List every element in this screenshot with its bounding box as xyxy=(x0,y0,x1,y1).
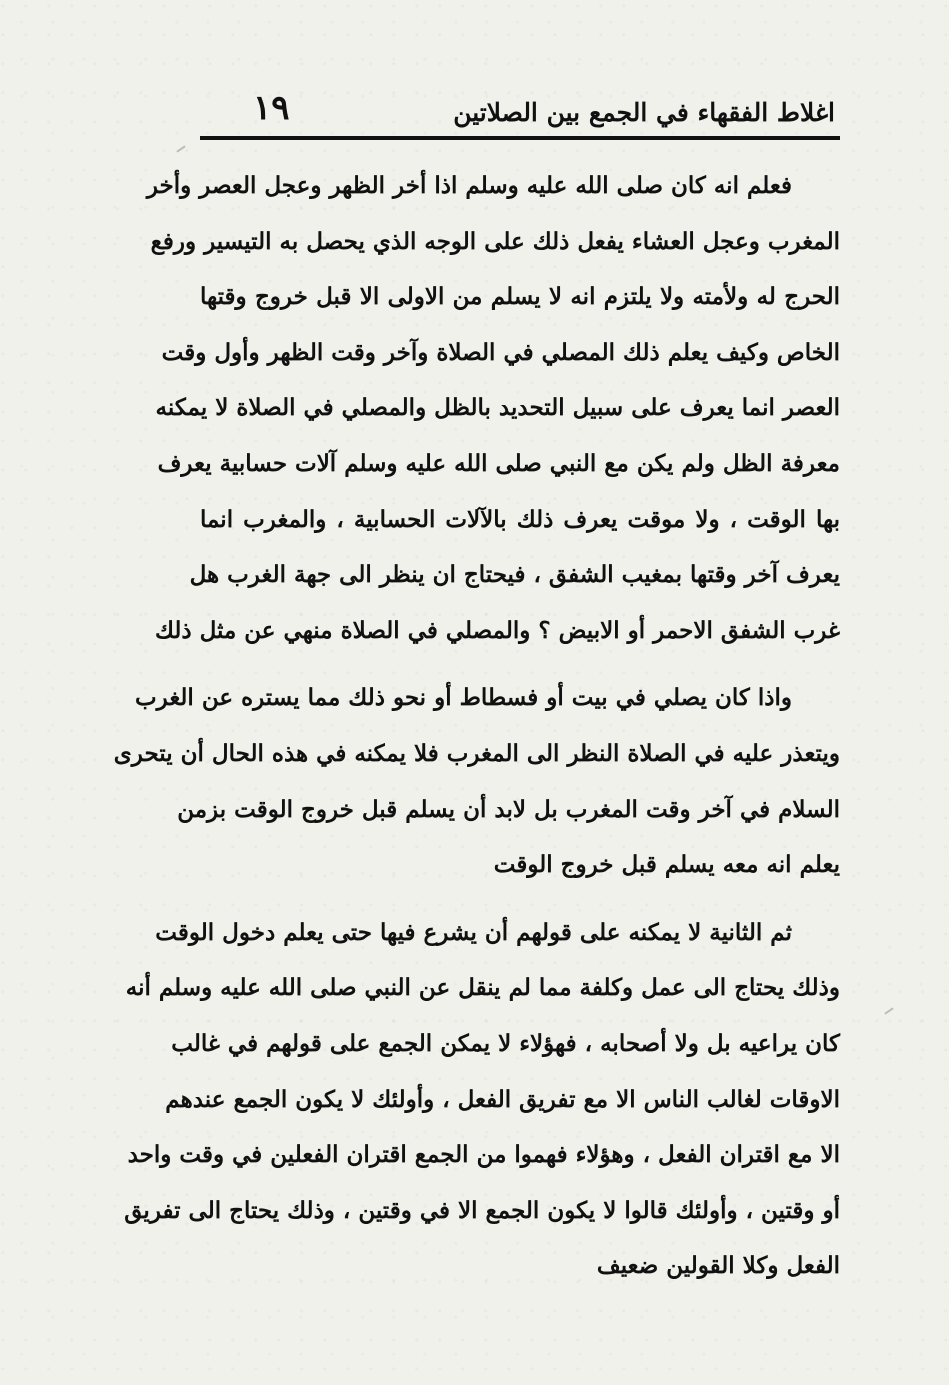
paragraph-3 xyxy=(124,905,840,1294)
text-line: الا مع اقتران الفعل ، وهؤلاء فهموا من الجمع اقتران الفعلين في وقت واحد xyxy=(127,1141,840,1169)
paragraph-1 xyxy=(146,158,840,658)
text-line: ويتعذر عليه في الصلاة النظر الى المغرب فلا يمكنه في هذه الحال أن يتحرى xyxy=(113,739,840,767)
header-rule xyxy=(200,136,840,140)
text-line: الخاص وكيف يعلم ذلك المصلي في الصلاة وآخر وقت الظهر وأول وقت xyxy=(161,338,840,366)
text-line: يعرف آخر وقتها بمغيب الشفق ، فيحتاج ان ينظر الى جهة الغرب هل xyxy=(189,561,840,589)
text-line: بها الوقت ، ولا موقت يعرف ذلك بالآلات الحسابية ، والمغرب انما xyxy=(200,505,840,533)
text-line: معرفة الظل ولم يكن مع النبي صلى الله عليه وسلم آلات حسابية يعرف xyxy=(157,449,840,477)
text-line: ثم الثانية لا يمكنه على قولهم أن يشرع فيها حتى يعلم دخول الوقت xyxy=(155,918,792,946)
text-line: المغرب وعجل العشاء يفعل ذلك على الوجه الذي يحصل به التيسير ورفع xyxy=(150,227,840,255)
paragraph-gap xyxy=(200,893,840,905)
text-line: غرب الشفق الاحمر أو الابيض ؟ والمصلي في الصلاة منهي عن مثل ذلك xyxy=(154,616,840,644)
text-line: الاوقات لغالب الناس الا مع تفريق الفعل ، وأولئك لا يكون الجمع عندهم xyxy=(165,1085,840,1113)
paragraph-gap xyxy=(200,658,840,670)
body-text xyxy=(113,158,840,1294)
text-line: أو وقتين ، وأولئك قالوا لا يكون الجمع الا في وقتين ، وذلك يحتاج الى تفريق xyxy=(124,1196,840,1224)
page-speck xyxy=(884,1007,893,1014)
text-line: وذلك يحتاج الى عمل وكلفة مما لم ينقل عن النبي صلى الله عليه وسلم أنه xyxy=(125,974,840,1002)
text-line: الفعل وكلا القولين ضعيف xyxy=(596,1252,840,1280)
page-header xyxy=(205,88,835,140)
page-number: ١٩ xyxy=(253,88,290,128)
page-speck xyxy=(176,145,185,152)
text-line: فعلم انه كان صلى الله عليه وسلم اذا أخر الظهر وعجل العصر وأخر xyxy=(146,172,792,199)
text-line: واذا كان يصلي في بيت أو فسطاط أو نحو ذلك مما يستره عن الغرب xyxy=(134,684,792,712)
text-line: السلام في آخر وقت المغرب بل لابد أن يسلم قبل خروج الوقت بزمن xyxy=(177,795,840,823)
text-line: يعلم انه معه يسلم قبل خروج الوقت xyxy=(493,851,840,879)
text-line: الحرج له ولأمته ولا يلتزم انه لا يسلم من الاولى الا قبل خروج وقتها xyxy=(200,283,840,311)
running-title: اغلاط الفقهاء في الجمع بين الصلاتين xyxy=(453,98,835,127)
paragraph-2 xyxy=(113,670,840,892)
text-line: كان يراعيه بل ولا أصحابه ، فهؤلاء لا يمكن الجمع على قولهم في غالب xyxy=(171,1029,840,1057)
text-line: العصر انما يعرف على سبيل التحديد بالظل والمصلي في الصلاة لا يمكنه xyxy=(155,394,840,422)
